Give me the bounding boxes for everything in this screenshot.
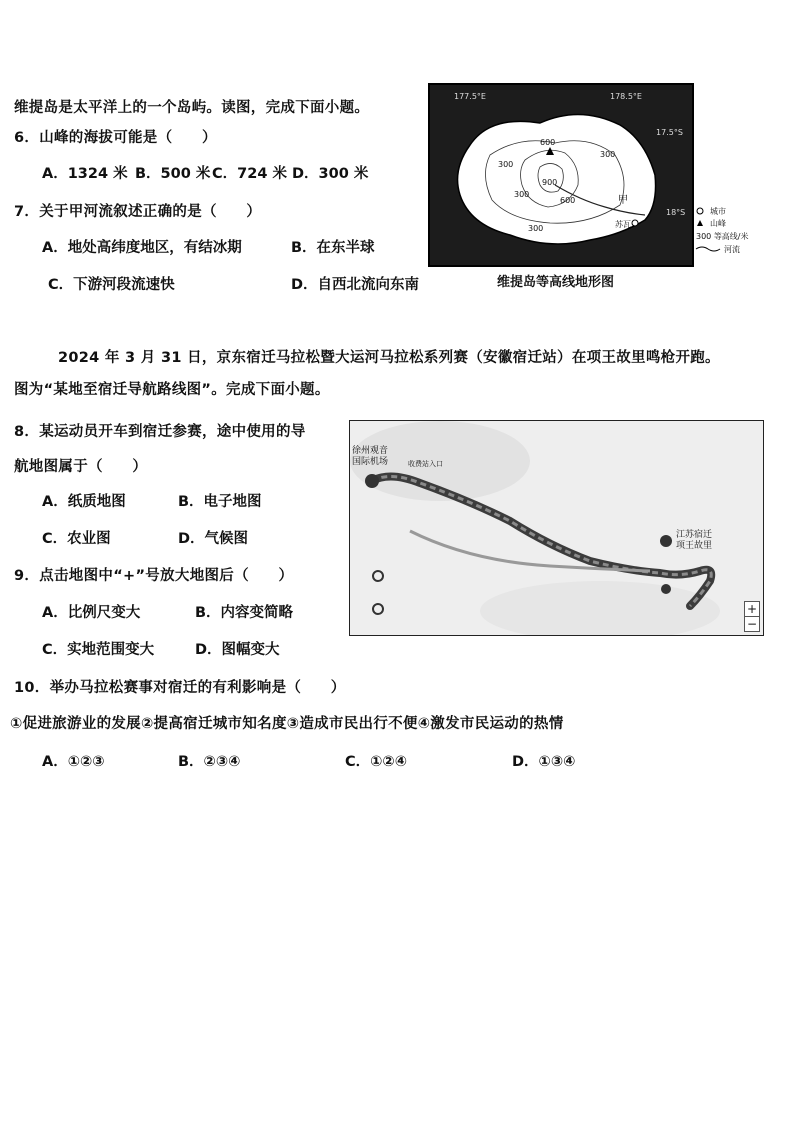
contour-label: 300 bbox=[514, 190, 530, 199]
navigation-map[interactable] bbox=[349, 420, 764, 636]
intro-text-2-line1: 2024 年 3 月 31 日，京东宿迁马拉松暨大运河马拉松系列赛（安徽宿迁站）在项王故里鸣枪开跑。 bbox=[58, 350, 720, 366]
legend-contour: 300 等高线/米 bbox=[696, 232, 749, 241]
q8-option-a[interactable]: A．纸质地图 bbox=[42, 494, 126, 510]
lon-left-label: 177.5°E bbox=[454, 92, 486, 101]
q6-option-c[interactable]: C．724 米 bbox=[212, 166, 287, 182]
legend-river: 河流 bbox=[724, 245, 740, 254]
q8-option-d[interactable]: D．气候图 bbox=[178, 531, 249, 547]
q8-option-b[interactable]: B．电子地图 bbox=[178, 494, 262, 510]
legend-peak-icon bbox=[697, 220, 703, 226]
city-icon bbox=[632, 220, 638, 226]
zoom-controls bbox=[744, 601, 760, 632]
q10-option-c[interactable]: C．①②④ bbox=[345, 754, 407, 770]
question-9-stem: 9．点击地图中“+”号放大地图后（ ） bbox=[14, 568, 294, 584]
q10-option-a[interactable]: A．①②③ bbox=[42, 754, 105, 770]
legend-city-icon bbox=[697, 208, 703, 214]
question-6-stem: 6．山峰的海拔可能是（ ） bbox=[14, 130, 217, 146]
start-marker-icon[interactable] bbox=[365, 474, 379, 488]
end-label-line1: 江苏宿迁 bbox=[676, 530, 713, 540]
lon-right-label: 178.5°E bbox=[610, 92, 642, 101]
town-label: 苏瓦 bbox=[615, 220, 631, 229]
q6-option-a[interactable]: A．1324 米 bbox=[42, 166, 128, 182]
place-jia-label: 甲 bbox=[618, 195, 628, 206]
q9-option-b[interactable]: B．内容变简略 bbox=[195, 605, 294, 621]
end-label-line2: 项王故里 bbox=[676, 541, 713, 551]
contour-label: 600 bbox=[540, 138, 556, 147]
contour-label: 600 bbox=[560, 196, 576, 205]
q7-option-d[interactable]: D．自西北流向东南 bbox=[291, 277, 420, 293]
map-poi-icon bbox=[661, 584, 671, 594]
legend-river-icon bbox=[696, 247, 720, 251]
q9-option-c[interactable]: C．实地范围变大 bbox=[42, 642, 155, 658]
contour-label: 900 bbox=[542, 178, 558, 187]
question-10-stem: 10．举办马拉松赛事对宿迁的有利影响是（ ） bbox=[14, 680, 346, 696]
entrance-label: 收费站入口 bbox=[408, 460, 443, 468]
contour-label: 300 bbox=[600, 150, 616, 159]
q7-option-c[interactable]: C．下游河段流速快 bbox=[48, 277, 175, 293]
start-label-line2: 国际机场 bbox=[352, 457, 389, 467]
contour-label: 300 bbox=[528, 224, 544, 233]
q10-option-d[interactable]: D．①③④ bbox=[512, 754, 576, 770]
contour-map-legend bbox=[694, 205, 774, 260]
question-8-stem-line1: 8．某运动员开车到宿迁参赛，途中使用的导 bbox=[14, 424, 306, 440]
lat-bottom-label: 18°S bbox=[666, 208, 686, 217]
start-label-line1: 徐州观音 bbox=[352, 446, 389, 456]
intro-text-2-line2: 图为“某地至宿迁导航路线图”。完成下面小题。 bbox=[14, 382, 330, 398]
legend-city: 城市 bbox=[710, 207, 726, 216]
q10-option-b[interactable]: B．②③④ bbox=[178, 754, 241, 770]
q8-option-c[interactable]: C．农业图 bbox=[42, 531, 111, 547]
intro-text-1: 维提岛是太平洋上的一个岛屿。读图，完成下面小题。 bbox=[14, 100, 370, 116]
contour-map-graphic bbox=[430, 85, 692, 265]
end-marker-icon[interactable] bbox=[660, 535, 672, 547]
question-10-statements: ①促进旅游业的发展②提高宿迁城市知名度③造成市民出行不便④激发市民运动的热情 bbox=[10, 716, 564, 732]
q9-option-d[interactable]: D．图幅变大 bbox=[195, 642, 280, 658]
zoom-out-button[interactable]: − bbox=[746, 617, 758, 631]
zoom-in-button[interactable]: + bbox=[746, 602, 758, 616]
contour-label: 300 bbox=[498, 160, 514, 169]
legend-peak: 山峰 bbox=[710, 219, 726, 228]
q7-option-b[interactable]: B．在东半球 bbox=[291, 240, 375, 256]
navigation-map-graphic bbox=[350, 421, 763, 635]
contour-map-caption: 维提岛等高线地形图 bbox=[497, 275, 615, 290]
lat-top-label: 17.5°S bbox=[656, 128, 683, 137]
q6-option-d[interactable]: D．300 米 bbox=[292, 166, 369, 182]
q6-option-b[interactable]: B．500 米 bbox=[135, 166, 211, 182]
q9-option-a[interactable]: A．比例尺变大 bbox=[42, 605, 141, 621]
q7-option-a[interactable]: A．地处高纬度地区，有结冰期 bbox=[42, 240, 242, 256]
contour-map bbox=[428, 83, 694, 267]
question-7-stem: 7．关于甲河流叙述正确的是（ ） bbox=[14, 204, 262, 220]
question-8-stem-line2: 航地图属于（ ） bbox=[14, 459, 148, 475]
